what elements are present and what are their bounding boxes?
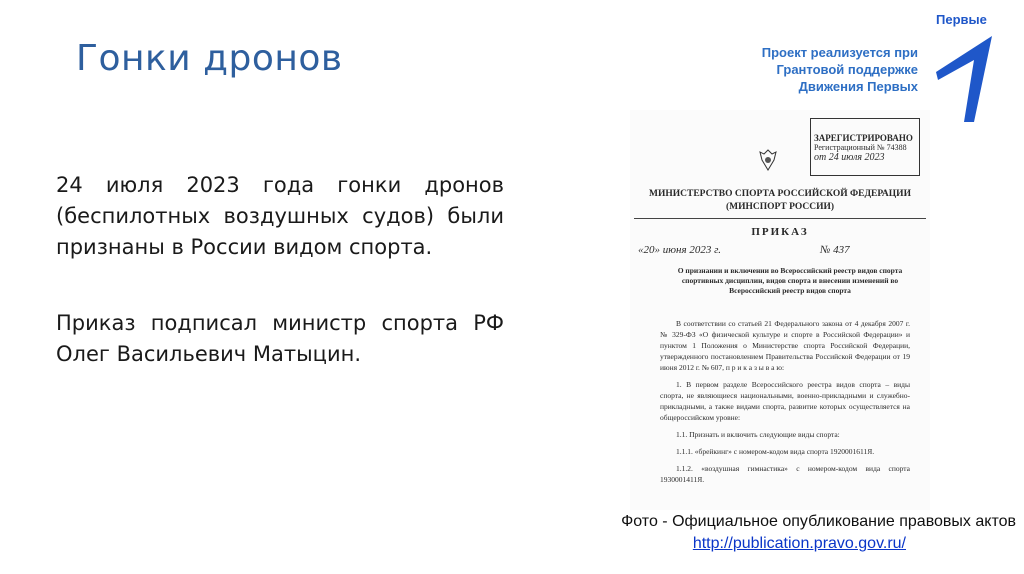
emblem-icon bbox=[758, 148, 778, 172]
sponsor-line: Движения Первых bbox=[798, 79, 918, 94]
registration-stamp bbox=[810, 118, 920, 176]
ministry-line: МИНИСТЕРСТВО СПОРТА РОССИЙСКОЙ ФЕДЕРАЦИИ bbox=[649, 189, 911, 199]
stamp-date: от 24 июля 2023 bbox=[814, 152, 885, 163]
order-document-image bbox=[630, 110, 930, 510]
body-paragraph: В соответствии со статьей 21 Федерального закона от 4 декабря 2007 г. № 329-ФЗ «О физической культуре и спорте в Российской Федерации» и пунктом 1 Положения о Министерстве спорта Российской Федерации, утвержденного постановлением Правительства Российской Федерации от 19 июня 2012 г. № 607, п р и к а з ы в а ю: bbox=[660, 319, 910, 372]
stamp-number: Регистрационный № 74388 bbox=[814, 143, 907, 152]
order-number: № 437 bbox=[820, 244, 850, 256]
body-paragraph: 1.1. Признать и включить следующие виды спорта: bbox=[676, 430, 840, 439]
sponsor-line: Проект реализуется при bbox=[761, 45, 918, 60]
main-paragraph: 24 июля 2023 года гонки дронов (беспилотных воздушных судов) были признаны в России видом спорта. bbox=[56, 173, 504, 259]
sponsor-text bbox=[698, 44, 918, 95]
order-body bbox=[660, 318, 910, 491]
body-paragraph: 1.1.1. «брейкинг» с номером-кодом вида спорта 1920001611Я. bbox=[676, 447, 875, 456]
logo-label: Первые bbox=[936, 12, 987, 27]
caption-text: Фото - Официальное опубликование правовых актов bbox=[621, 513, 1016, 530]
order-title: ПРИКАЗ bbox=[751, 226, 809, 238]
ministry-line: (МИНСПОРТ РОССИИ) bbox=[725, 202, 835, 212]
stamp-reg: ЗАРЕГИСТРИРОВАНО bbox=[814, 133, 913, 143]
order-date: «20» июня 2023 г. bbox=[638, 244, 721, 256]
ministry-name bbox=[630, 188, 930, 214]
pervye-logo-icon bbox=[930, 14, 1002, 124]
source-link[interactable]: http://publication.pravo.gov.ru/ bbox=[692, 535, 906, 552]
body-paragraph: 1. В первом разделе Всероссийского реестра видов спорта – виды спорта, не являющиеся национальными, военно-прикладными и служебно-прикладными, а также видами спорта, развитие которых осуществляется на общероссийском уровне: bbox=[660, 380, 910, 422]
order-subject: О признании и включении во Всероссийский реестр видов спорта спортивных дисциплин, видов спорта и внесении изменений во Всероссийский реестр видов спорта bbox=[677, 266, 903, 295]
minister-paragraph: Приказ подписал министр спорта РФ Олег Васильевич Матыцин. bbox=[56, 311, 504, 366]
photo-caption bbox=[496, 511, 1016, 555]
divider bbox=[634, 218, 926, 219]
caption-link-line bbox=[496, 533, 1016, 555]
sponsor-line: Грантовой поддержке bbox=[776, 62, 918, 77]
page-title: Гонки дронов bbox=[76, 38, 343, 79]
body-paragraph: 1.1.2. «воздушная гимнастика» с номером-кодом вида спорта 1930001411Я. bbox=[660, 464, 910, 484]
